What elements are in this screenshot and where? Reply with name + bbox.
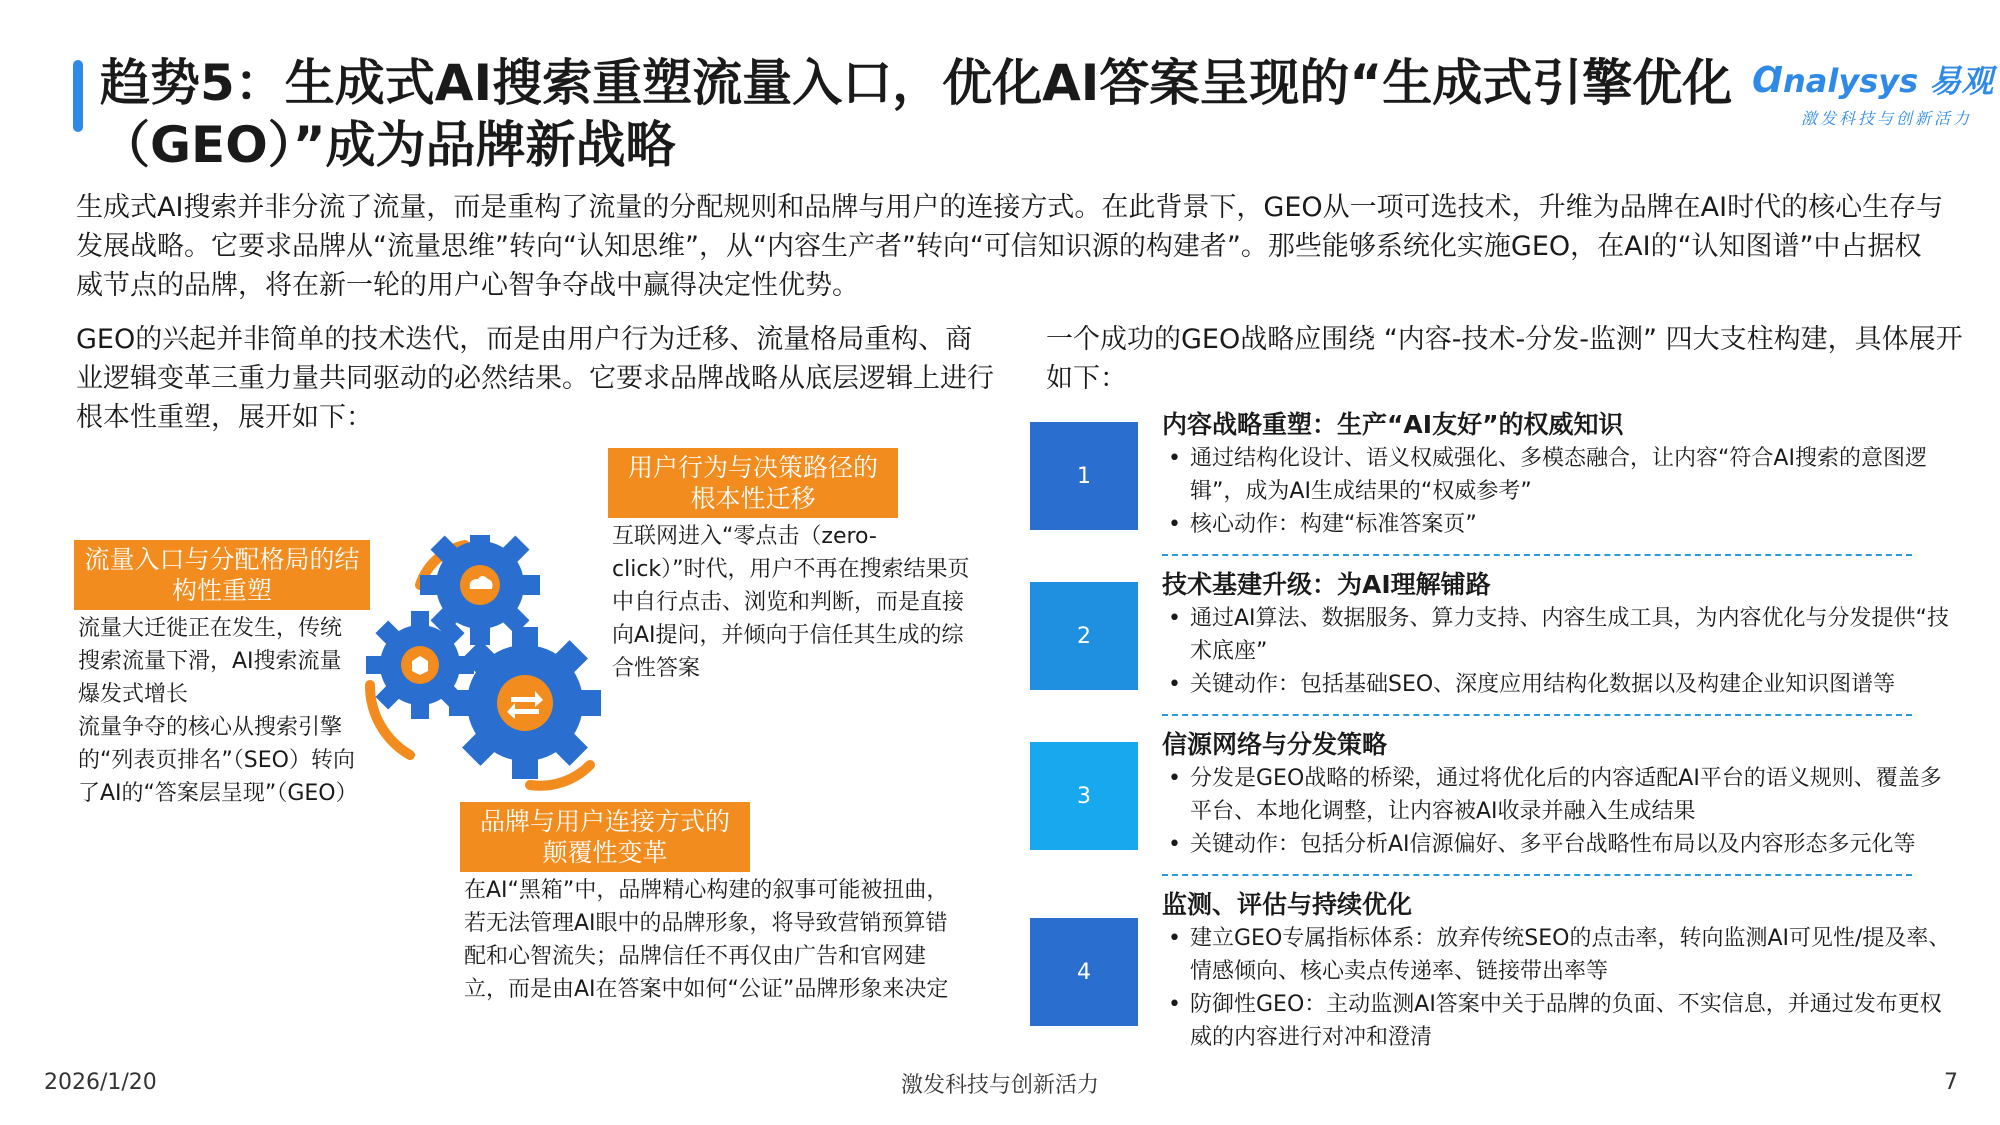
pillar-4-title: 监测、评估与持续优化 <box>1162 890 1413 919</box>
force-2-title: 用户行为与决策路径的根本性迁移 <box>608 448 898 518</box>
pillar-2 <box>1162 568 1962 701</box>
force-3-text: 在AI“黑箱”中，品牌精心构建的叙事可能被扭曲，若无法管理AI眼中的品牌形象，将导致营销预算错配和心智流失；品牌信任不再仅由广告和官网建立，而是由AI在答案中如何“公证”品牌形象来决定 <box>464 878 949 1002</box>
exchange-gear-icon <box>449 627 601 779</box>
pillar-3-item: • 关键动作：包括分析AI信源偏好、多平台战略性布局以及内容形态多元化等 <box>1162 828 1962 861</box>
pillar-1-number: 1 <box>1030 422 1138 530</box>
footer-date: 2026/1/20 <box>44 1070 157 1095</box>
right-intro-text: 一个成功的GEO战略应围绕 “内容-技术-分发-监测” 四大支柱构建，具体展开如下： <box>1046 324 1963 394</box>
force-3-title: 品牌与用户连接方式的颠覆性变革 <box>460 802 750 872</box>
analysys-logo <box>1752 56 1994 129</box>
page-title: 趋势5：生成式AI搜索重塑流量入口，优化AI答案呈现的“生成式引擎优化（GEO）”成为品牌新战略 <box>100 54 1733 174</box>
pillar-1-item: • 通过结构化设计、语义权威强化、多模态融合，让内容“符合AI搜索的意图逻辑”，成为AI生成结果的“权威参考” <box>1162 442 1962 508</box>
force-2-text: 互联网进入“零点击（zero-click）”时代，用户不再在搜索结果页中自行点击、浏览和判断，而是直接向AI提问，并倾向于信任其生成的综合性答案 <box>612 524 970 681</box>
divider <box>1162 714 1912 716</box>
pillar-2-item: • 通过AI算法、数据服务、算力支持、内容生成工具，为内容优化与分发提供“技术底座” <box>1162 602 1962 668</box>
left-intro-text: GEO的兴起并非简单的技术迭代，而是由用户行为迁移、流量格局重构、商业逻辑变革三重力量共同驱动的必然结果。它要求品牌战略从底层逻辑上进行根本性重塑，展开如下： <box>76 324 994 433</box>
intro-paragraph: 生成式AI搜索并非分流了流量，而是重构了流量的分配规则和品牌与用户的连接方式。在此背景下，GEO从一项可选技术，升维为品牌在AI时代的核心生存与发展战略。它要求品牌从“流量思维”转向“认知思维”，从“内容生产者”转向“可信知识源的构建者”。那些能够系统化实施GEO，在AI的“认知图谱”中占据权威节点的品牌，将在新一轮的用户心智争夺战中赢得决定性优势。 <box>76 192 1944 301</box>
divider <box>1162 554 1912 556</box>
cycle-arrow-bottom <box>530 765 590 786</box>
pillar-2-item: • 关键动作：包括基础SEO、深度应用结构化数据以及构建企业知识图谱等 <box>1162 668 1962 701</box>
force-1-title: 流量入口与分配格局的结构性重塑 <box>74 540 370 610</box>
pillar-3-number: 3 <box>1030 742 1138 850</box>
footer-slogan: 激发科技与创新活力 <box>900 1073 1099 1098</box>
logo-brand: nalysys <box>1782 62 1919 100</box>
divider <box>1162 874 1912 876</box>
pillar-4-number: 4 <box>1030 918 1138 1026</box>
pillar-3-title: 信源网络与分发策略 <box>1162 730 1388 759</box>
pillar-3-item: • 分发是GEO战略的桥梁，通过将优化后的内容适配AI平台的语义规则、覆盖多平台、本地化调整，让内容被AI收录并融入生成结果 <box>1162 762 1962 828</box>
pillar-4 <box>1162 888 1962 1054</box>
pillar-1-title: 内容战略重塑：生产“AI友好”的权威知识 <box>1162 410 1624 439</box>
pillar-3 <box>1162 728 1962 861</box>
pillar-1 <box>1162 408 1962 541</box>
page-number: 7 <box>1944 1070 1958 1095</box>
logo-a-icon: Ɑ <box>1752 60 1783 101</box>
pillar-4-item: • 防御性GEO：主动监测AI答案中关于品牌的负面、不实信息，并通过发布更权威的内容进行对冲和澄清 <box>1162 988 1962 1054</box>
pillar-4-item: • 建立GEO专属指标体系：放弃传统SEO的点击率，转向监测AI可见性/提及率、情感倾向、核心卖点传递率、链接带出率等 <box>1162 922 1962 988</box>
title-accent-bar <box>73 60 83 132</box>
logo-tagline: 激发科技与创新活力 <box>1800 109 1972 128</box>
pillar-1-item: • 核心动作：构建“标准答案页” <box>1162 508 1962 541</box>
force-1-text: 流量大迁徙正在发生，传统搜索流量下滑，AI搜索流量爆发式增长 流量争夺的核心从搜索引擎的“列表页排名”（SEO）转向了AI的“答案层呈现”（GEO） <box>78 616 358 806</box>
pillar-2-number: 2 <box>1030 582 1138 690</box>
pillar-2-title: 技术基建升级：为AI理解铺路 <box>1162 570 1491 599</box>
logo-brand-cn: 易观 <box>1929 62 1994 100</box>
